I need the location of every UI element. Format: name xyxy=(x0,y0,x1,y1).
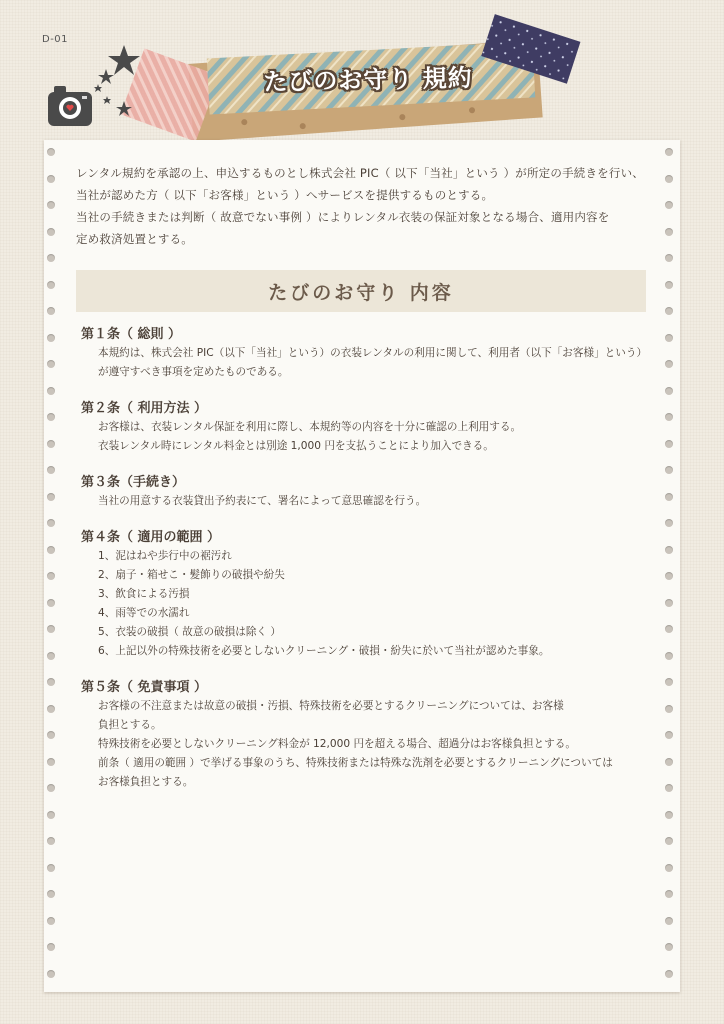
punch-hole xyxy=(665,837,673,845)
punch-hole xyxy=(47,466,55,474)
punch-hole xyxy=(665,917,673,925)
intro-line: 当社の手続きまたは判断（ 故意でない事例 ）によりレンタル衣装の保証対象となる場合、適用内容を xyxy=(76,210,610,224)
punch-hole xyxy=(47,811,55,819)
punch-hole xyxy=(47,678,55,686)
article-list-item: 1、泥はねや歩行中の裾汚れ xyxy=(98,550,232,562)
punch-holes-right xyxy=(665,148,675,984)
punch-hole xyxy=(47,307,55,315)
punch-hole xyxy=(47,201,55,209)
punch-hole xyxy=(47,599,55,607)
punch-hole xyxy=(665,254,673,262)
punch-hole xyxy=(665,519,673,527)
punch-hole xyxy=(47,440,55,448)
punch-hole xyxy=(665,970,673,978)
punch-hole xyxy=(47,784,55,792)
punch-hole xyxy=(665,360,673,368)
punch-hole xyxy=(665,307,673,315)
punch-hole xyxy=(665,228,673,236)
document-content xyxy=(76,162,656,792)
page-code: D-01 xyxy=(42,34,69,45)
punch-hole xyxy=(47,175,55,183)
punch-hole xyxy=(665,466,673,474)
intro-paragraph xyxy=(76,162,656,250)
punch-hole xyxy=(47,413,55,421)
article-title: 第３条（手続き） xyxy=(81,475,186,490)
title-banner xyxy=(218,49,519,105)
punch-hole xyxy=(47,228,55,236)
article-line: お客様負担とする。 xyxy=(98,776,194,788)
punch-hole xyxy=(665,148,673,156)
punch-hole xyxy=(47,281,55,289)
punch-hole xyxy=(47,758,55,766)
article-line: 負担とする。 xyxy=(98,719,162,731)
intro-line: 当社が認めた方（ 以下「お客様」という ）へサービスを提供するものとする。 xyxy=(76,188,494,202)
punch-hole xyxy=(665,943,673,951)
section-heading: たびのお守り 内容 xyxy=(268,281,454,304)
punch-hole xyxy=(665,175,673,183)
punch-hole xyxy=(665,387,673,395)
punch-hole xyxy=(47,943,55,951)
punch-hole xyxy=(47,254,55,262)
punch-hole xyxy=(665,413,673,421)
punch-hole xyxy=(665,281,673,289)
punch-hole xyxy=(665,599,673,607)
punch-hole xyxy=(47,864,55,872)
article-line: 本規約は、株式会社 PIC（以下「当社」という）の衣装レンタルの利用に関して、利用者（以下「お客様」という） xyxy=(98,347,648,359)
star-icon xyxy=(94,84,102,92)
punch-hole xyxy=(665,705,673,713)
article-title: 第２条（ 利用方法 ） xyxy=(81,401,208,416)
punch-hole xyxy=(47,493,55,501)
article-list-item: 4、雨等での水濡れ xyxy=(98,607,190,619)
punch-holes-left xyxy=(47,148,57,984)
punch-hole xyxy=(665,864,673,872)
star-icon xyxy=(103,96,111,104)
article-line: 衣装レンタル時にレンタル料金とは別途 1,000 円を支払うことにより加入できる。 xyxy=(98,440,494,452)
punch-hole xyxy=(665,678,673,686)
punch-hole xyxy=(47,625,55,633)
punch-hole xyxy=(665,652,673,660)
camera-icon xyxy=(48,86,92,126)
article-title: 第４条（ 適用の範囲 ） xyxy=(81,530,221,545)
punch-hole xyxy=(665,440,673,448)
punch-hole xyxy=(665,334,673,342)
punch-hole xyxy=(665,731,673,739)
star-icon xyxy=(108,45,140,75)
article-title: 第５条（ 免責事項 ） xyxy=(81,680,208,695)
punch-hole xyxy=(47,360,55,368)
section-heading-bar xyxy=(76,270,646,312)
punch-hole xyxy=(47,572,55,580)
article-line: 特殊技術を必要としないクリーニング料金が 12,000 円を超える場合、超過分はお客様負担とする。 xyxy=(98,738,576,750)
punch-hole xyxy=(665,758,673,766)
punch-hole xyxy=(47,387,55,395)
punch-hole xyxy=(47,334,55,342)
punch-hole xyxy=(47,731,55,739)
article-list-item: 5、衣装の破損（ 故意の破損は除く ） xyxy=(98,626,281,638)
intro-line: レンタル規約を承認の上、申込するものとし株式会社 PIC（ 以下「当社」という ）が所定の手続きを行い、 xyxy=(76,166,644,180)
punch-hole xyxy=(47,837,55,845)
page-title: たびのお守り 規約 xyxy=(263,63,473,96)
punch-hole xyxy=(665,201,673,209)
punch-hole xyxy=(665,493,673,501)
article-5 xyxy=(76,679,656,792)
article-line: 当社の用意する衣装貸出予約表にて、署名によって意思確認を行う。 xyxy=(98,495,427,507)
punch-hole xyxy=(47,970,55,978)
punch-hole xyxy=(47,519,55,527)
article-title: 第１条（ 総則 ） xyxy=(81,327,182,342)
star-icon xyxy=(98,69,114,84)
punch-hole xyxy=(47,917,55,925)
punch-hole xyxy=(665,546,673,554)
article-3 xyxy=(76,474,656,511)
punch-hole xyxy=(47,890,55,898)
punch-hole xyxy=(47,705,55,713)
punch-hole xyxy=(665,890,673,898)
article-1 xyxy=(76,326,656,382)
article-line: 前条（ 適用の範囲 ）で挙げる事象のうち、特殊技術または特殊な洗剤を必要とするクリーニングについては xyxy=(98,757,613,769)
article-list-item: 3、飲食による汚損 xyxy=(98,588,190,600)
article-list-item: 2、扇子・箱せこ・髪飾りの破損や紛失 xyxy=(98,569,285,581)
article-2 xyxy=(76,400,656,456)
punch-hole xyxy=(47,652,55,660)
punch-hole xyxy=(665,811,673,819)
article-line: お客様は、衣装レンタル保証を利用に際し、本規約等の内容を十分に確認の上利用する。 xyxy=(98,421,522,433)
punch-hole xyxy=(47,546,55,554)
article-line: が遵守すべき事項を定めたものである。 xyxy=(98,366,289,378)
article-4 xyxy=(76,529,656,661)
punch-hole xyxy=(665,572,673,580)
article-list-item: 6、上記以外の特殊技術を必要としないクリーニング・破損・紛失に於いて当社が認めた事象。 xyxy=(98,645,550,657)
punch-hole xyxy=(665,625,673,633)
punch-hole xyxy=(665,784,673,792)
intro-line: 定め救済処置とする。 xyxy=(76,232,193,246)
punch-hole xyxy=(47,148,55,156)
article-line: お客様の不注意または故意の破損・汚損、特殊技術を必要とするクリーニングについては、お客様 xyxy=(98,700,564,712)
